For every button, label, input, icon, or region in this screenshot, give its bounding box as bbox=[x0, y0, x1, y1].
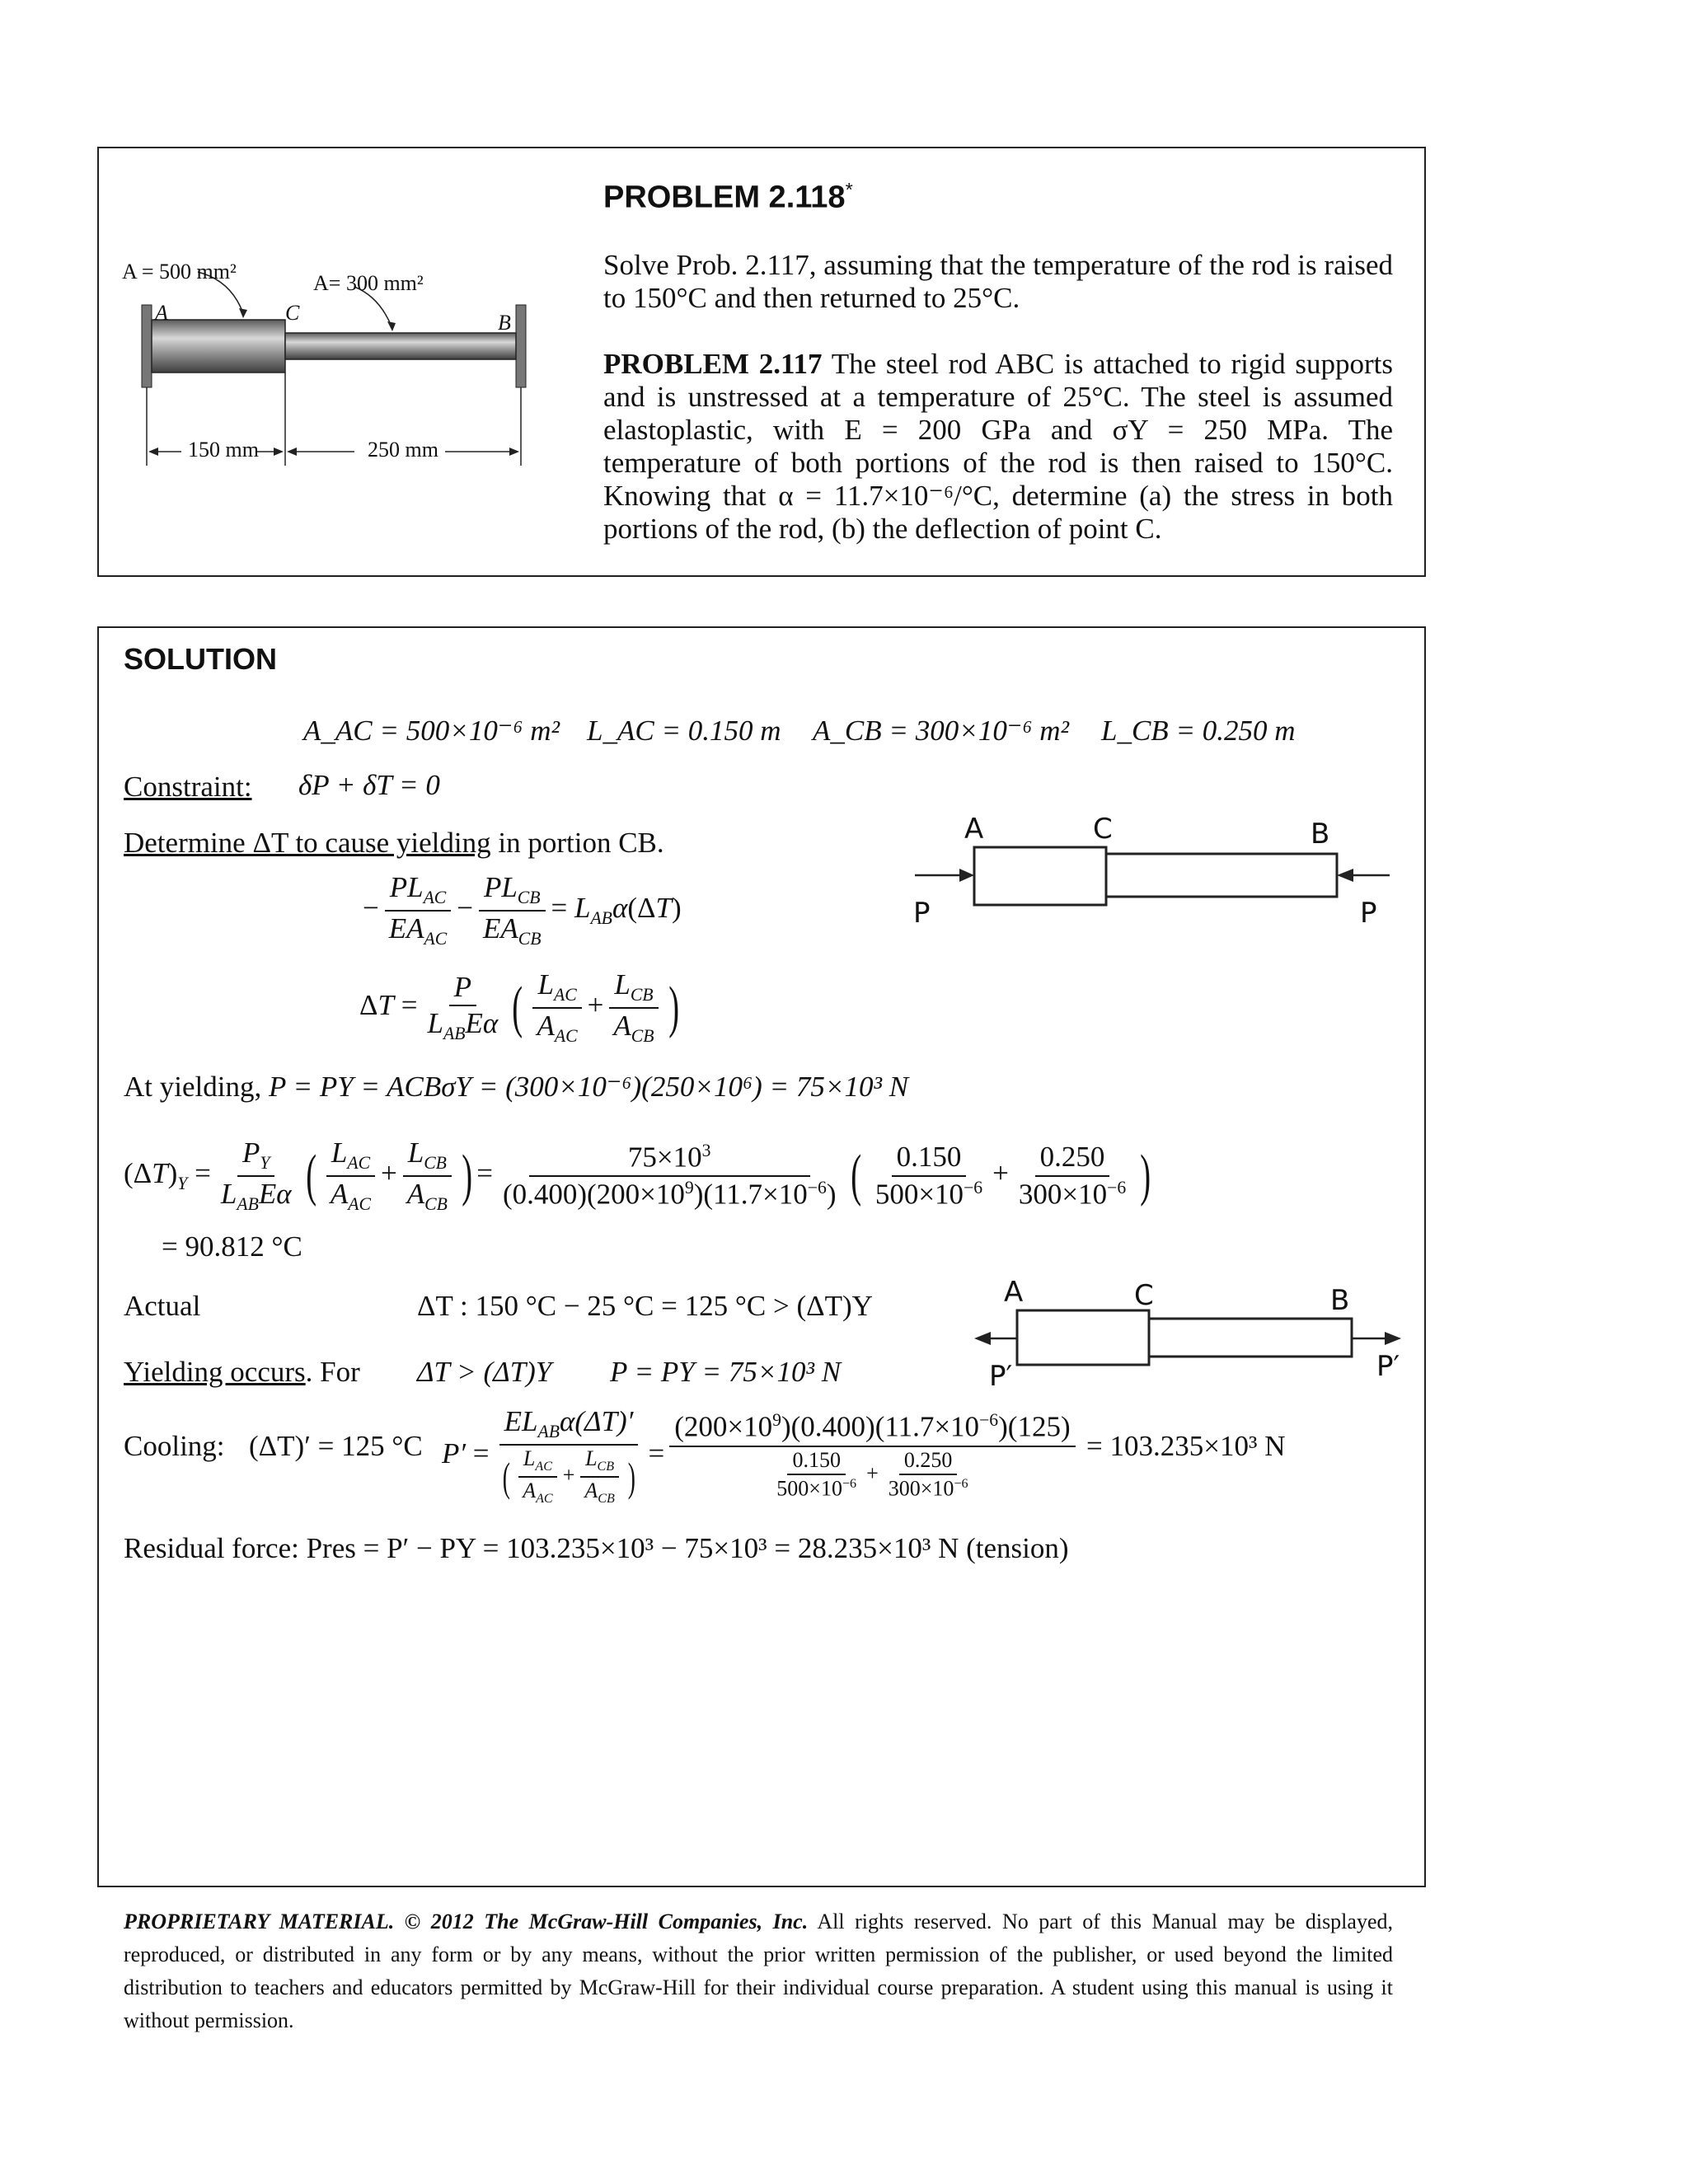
equation-dTy: $(\Delta T)_Y$ = $\frac{P_Y}{L_{AB}E\alpha}$ ( $\frac{L_{AC}}{A_{AC}}$ + $\frac{L_{CB}}{A_{CB}}$ ) = $\frac{75\times 10^3}{(0.400)(200\times 10^9)(11.7\times 10^{-6})}$ ( $\frac{0.150}{500\times 10^{-6}}$ + $\frac{0.250}{300\times 10^{-6}}$ ) bbox=[124, 1137, 1151, 1214]
sketch1-label-b: B bbox=[1311, 818, 1330, 851]
sketch1-label-c: C bbox=[1093, 813, 1113, 846]
sketch2-label-b: B bbox=[1330, 1284, 1350, 1317]
yield-occurs: Yielding occurs bbox=[124, 1356, 306, 1388]
figure-label-a: A bbox=[155, 301, 168, 325]
determine-line bbox=[124, 827, 664, 860]
figure-dim-250: 250 mm bbox=[368, 438, 438, 462]
figure-area-cb: A= 300 mm² bbox=[313, 271, 424, 295]
yield-P: P = PY = 75×10³ N bbox=[610, 1356, 842, 1388]
problem-text: Solve Prob. 2.117, assuming that the temperature of the rod is raised to 150°C and then returned to 25°C. bbox=[603, 249, 1393, 314]
cooling-result: = 103.235×10³ N bbox=[1086, 1430, 1286, 1462]
constraint-label: Constraint: bbox=[124, 771, 252, 803]
rod-portion-cb bbox=[285, 333, 516, 359]
yielding-line bbox=[124, 1071, 908, 1104]
problem-title bbox=[603, 180, 853, 215]
yield-occurs-line bbox=[124, 1357, 360, 1389]
actual-eq: ΔT : 150 °C − 25 °C = 125 °C > (ΔT)Y bbox=[417, 1290, 873, 1322]
given-l-cb: L_CB = 0.250 m bbox=[1101, 715, 1296, 747]
solution-heading: SOLUTION bbox=[124, 642, 277, 676]
sketch2-label-c: C bbox=[1134, 1279, 1154, 1312]
given-a-cb: A_CB = 300×10⁻⁶ m² bbox=[813, 715, 1070, 747]
figure-label-c: C bbox=[285, 301, 300, 325]
residual-force: Residual force: Pres = P′ − PY = 103.235×10³ − 75×10³ = 28.235×10³ N (tension) bbox=[124, 1532, 1069, 1564]
problem-ref-text: The steel rod ABC is attached to rigid supports and is unstressed at a temperature of 25°C. The steel is assumed elastoplastic, with E = 200 GPa and σY = 250 MPa. The temperature of both portions of the rod is then raised to 150°C. Knowing that α = 11.7×10⁻⁶/°C, determine (a) the stress in both portions of the rod, (b) the deflection of point C. bbox=[603, 348, 1393, 545]
figure-dim-150: 150 mm bbox=[188, 438, 259, 462]
problem-ref bbox=[603, 348, 1393, 546]
determine-rest: in portion CB. bbox=[498, 827, 664, 859]
yielding-label: At yielding, bbox=[124, 1071, 262, 1103]
cooling-dT: (ΔT)′ = 125 °C bbox=[249, 1430, 423, 1462]
actual-label: Actual bbox=[124, 1290, 201, 1322]
yielding-eq: P = PY = ACBσY = (300×10⁻⁶)(250×10⁶) = 75×10³ N bbox=[268, 1071, 909, 1103]
rod-portion-ac bbox=[152, 320, 285, 373]
given-l-ac: L_AC = 0.150 m bbox=[587, 715, 781, 747]
sketch1-p-right: P bbox=[1360, 897, 1377, 930]
determine-text: Determine ΔT to cause yielding bbox=[124, 827, 491, 859]
yield-cond: ΔT > (ΔT)Y bbox=[417, 1356, 552, 1388]
equation-dT: ΔT = $\frac{P}{L_{AB}E\alpha}$ ( $\frac{L_{AC}}{A_{AC}}$ + $\frac{L_{CB}}{A_{CB}}$ ) bbox=[359, 968, 679, 1046]
cooling-label: Cooling: bbox=[124, 1430, 225, 1462]
problem-title-text: PROBLEM 2.118 bbox=[603, 180, 846, 215]
constraint-eq: δP + δT = 0 bbox=[298, 769, 440, 801]
sketch2-label-a: A bbox=[1004, 1276, 1024, 1309]
yield-for: . For bbox=[305, 1356, 360, 1388]
sketch2-p-left: P′ bbox=[989, 1360, 1013, 1393]
problem-ref-title: PROBLEM 2.117 bbox=[603, 348, 823, 380]
equation-compat: − $\frac{PL_{AC}}{EA_{AC}}$ − $\frac{PL_{CB}}{EA_{CB}}$ = $L_{AB}\alpha(\Delta T)$ bbox=[363, 871, 682, 949]
cooling-equation: P′ = $EL_{AB}\alpha(\Delta T)'$ ( $\frac{L_{AC}}{A_{AC}}$ + $\frac{L_{CB}}{A_{CB}}$ ) = $(200\times 10^9)(0.400)(11.7\times 10^{-6})(125)$ $\frac{0.150}{500\times 10^{-6}}$ + $\frac{0.250}{300\times 10^{-6}}$ bbox=[442, 1406, 1081, 1507]
figure-area-ac: A = 500 mm² bbox=[122, 260, 237, 284]
problem-title-mark: * bbox=[845, 179, 853, 200]
given-a-ac: A_AC = 500×10⁻⁶ m² bbox=[303, 715, 560, 747]
sketch1-label-a: A bbox=[964, 813, 984, 846]
footer-text: All rights reserved. No part of this Manual may be displayed, reproduced, or distributed in any form or by any means, without the prior written permission of the publisher, or used beyond the limited distribution to teachers and educators permitted by McGraw-Hill for their individual course preparation. A student using this manual is using it without permission. bbox=[124, 1910, 1393, 2032]
figure-label-b: B bbox=[498, 311, 511, 335]
sketch1-p-left: P bbox=[913, 897, 931, 930]
sketch2-p-right: P′ bbox=[1376, 1350, 1400, 1383]
footer-bold: PROPRIETARY MATERIAL. © 2012 The McGraw-Hill Companies, Inc. bbox=[124, 1910, 809, 1933]
dT-result: = 90.812 °C bbox=[162, 1230, 302, 1263]
footer-copyright bbox=[124, 1905, 1393, 2037]
